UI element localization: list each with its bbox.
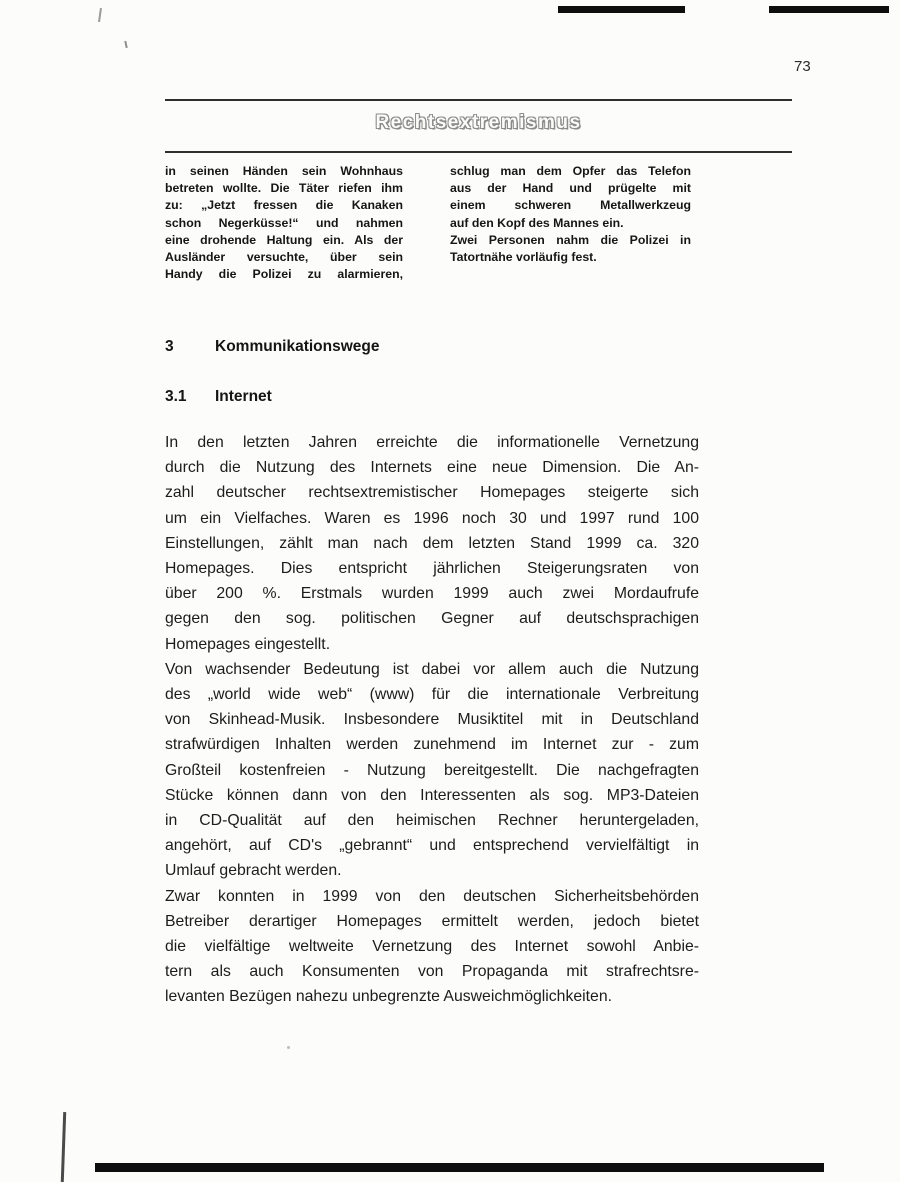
body-line: um ein Vielfaches. Waren es 1996 noch 30 und 1997 rund 100 bbox=[165, 509, 699, 527]
subsection-number: 3.1 bbox=[165, 388, 187, 405]
text-line: zu: „Jetzt fressen die Kanaken bbox=[165, 198, 403, 213]
section-title: Kommunikationswege bbox=[215, 338, 380, 355]
page-header-title: Rechtsextremismus bbox=[375, 112, 582, 133]
scan-artifact-top-bar-left bbox=[558, 6, 685, 13]
body-line: Umlauf gebracht werden. bbox=[165, 862, 342, 880]
text-line: Ausländer versuchte, über sein bbox=[165, 250, 403, 265]
header-rule-bottom bbox=[165, 151, 792, 153]
text-line: in seinen Händen sein Wohnhaus bbox=[165, 164, 403, 178]
text-line: auf den Kopf des Mannes ein. bbox=[450, 215, 624, 230]
scan-artifact-bottom-bar bbox=[95, 1163, 824, 1172]
body-line: Großteil kostenfreien - Nutzung bereitgestellt. Die nachgefragten bbox=[165, 761, 699, 779]
body-line: gegen den sog. politischen Gegner auf deutschsprachigen bbox=[165, 610, 699, 628]
incident-right-column bbox=[450, 163, 691, 266]
body-line: angehört, auf CD's „gebrannt“ und entsprechend vervielfältigt in bbox=[165, 837, 699, 855]
body-line: die vielfältige weltweite Vernetzung des Internet sowohl Anbie- bbox=[165, 938, 699, 956]
scan-artifact-top-bar-right bbox=[769, 6, 889, 13]
body-line: Von wachsender Bedeutung ist dabei vor allem auch die Nutzung bbox=[165, 660, 699, 678]
body-line: zahl deutscher rechtsextremistischer Homepages steigerte sich bbox=[165, 484, 699, 502]
text-line: Handy die Polizei zu alarmieren, bbox=[165, 267, 403, 282]
body-text bbox=[165, 430, 699, 1010]
body-line: strafwürdigen Inhalten werden zunehmend im Internet zur - zum bbox=[165, 736, 699, 754]
text-line: betreten wollte. Die Täter riefen ihm bbox=[165, 181, 403, 196]
body-line: tern als auch Konsumenten von Propaganda mit strafrechtsre- bbox=[165, 963, 699, 981]
text-line: einem schweren Metallwerkzeug bbox=[450, 198, 691, 213]
body-line: durch die Nutzung des Internets eine neue Dimension. Die An- bbox=[165, 459, 699, 477]
header-rule-top bbox=[165, 99, 792, 101]
body-line: Stücke können dann von den Interessenten als sog. MP3-Dateien bbox=[165, 786, 699, 804]
scan-artifact-tick bbox=[98, 8, 102, 22]
body-line: in CD-Qualität auf den heimischen Rechner heruntergeladen, bbox=[165, 812, 699, 830]
body-line: levanten Bezügen nahezu unbegrenzte Ausweichmöglichkeiten. bbox=[165, 988, 613, 1006]
scan-artifact-speck bbox=[287, 1046, 290, 1049]
text-line: Tatortnähe vorläufig fest. bbox=[450, 250, 597, 265]
body-line: In den letzten Jahren erreichte die informationelle Vernetzung bbox=[165, 434, 699, 451]
text-line: schlug man dem Opfer das Telefon bbox=[450, 164, 691, 178]
text-line: eine drohende Haltung ein. Als der bbox=[165, 232, 403, 247]
body-line: Betreiber derartiger Homepages ermittelt werden, jedoch bietet bbox=[165, 912, 699, 930]
page-number: 73 bbox=[794, 58, 811, 75]
text-line: Zwei Personen nahm die Polizei in bbox=[450, 232, 691, 247]
body-line: über 200 %. Erstmals wurden 1999 auch zwei Mordaufrufe bbox=[165, 585, 699, 603]
section-number: 3 bbox=[165, 338, 174, 355]
body-line: Einstellungen, zählt man nach dem letzten Stand 1999 ca. 320 bbox=[165, 534, 699, 552]
body-line: Zwar konnten in 1999 von den deutschen Sicherheitsbehörden bbox=[165, 887, 699, 905]
body-line: des „world wide web“ (www) für die internationale Verbreitung bbox=[165, 686, 699, 704]
incident-left-column bbox=[165, 163, 403, 283]
scan-artifact-speck bbox=[124, 41, 127, 48]
body-line: Homepages eingestellt. bbox=[165, 635, 331, 653]
subsection-title: Internet bbox=[215, 388, 272, 405]
text-line: schon Negerküsse!“ und nahmen bbox=[165, 215, 403, 230]
scan-artifact-left-line bbox=[61, 1112, 66, 1182]
body-line: Homepages. Dies entspricht jährlichen Steigerungsraten von bbox=[165, 560, 699, 578]
body-line: von Skinhead-Musik. Insbesondere Musiktitel mit in Deutschland bbox=[165, 711, 699, 729]
text-line: aus der Hand und prügelte mit bbox=[450, 181, 691, 196]
